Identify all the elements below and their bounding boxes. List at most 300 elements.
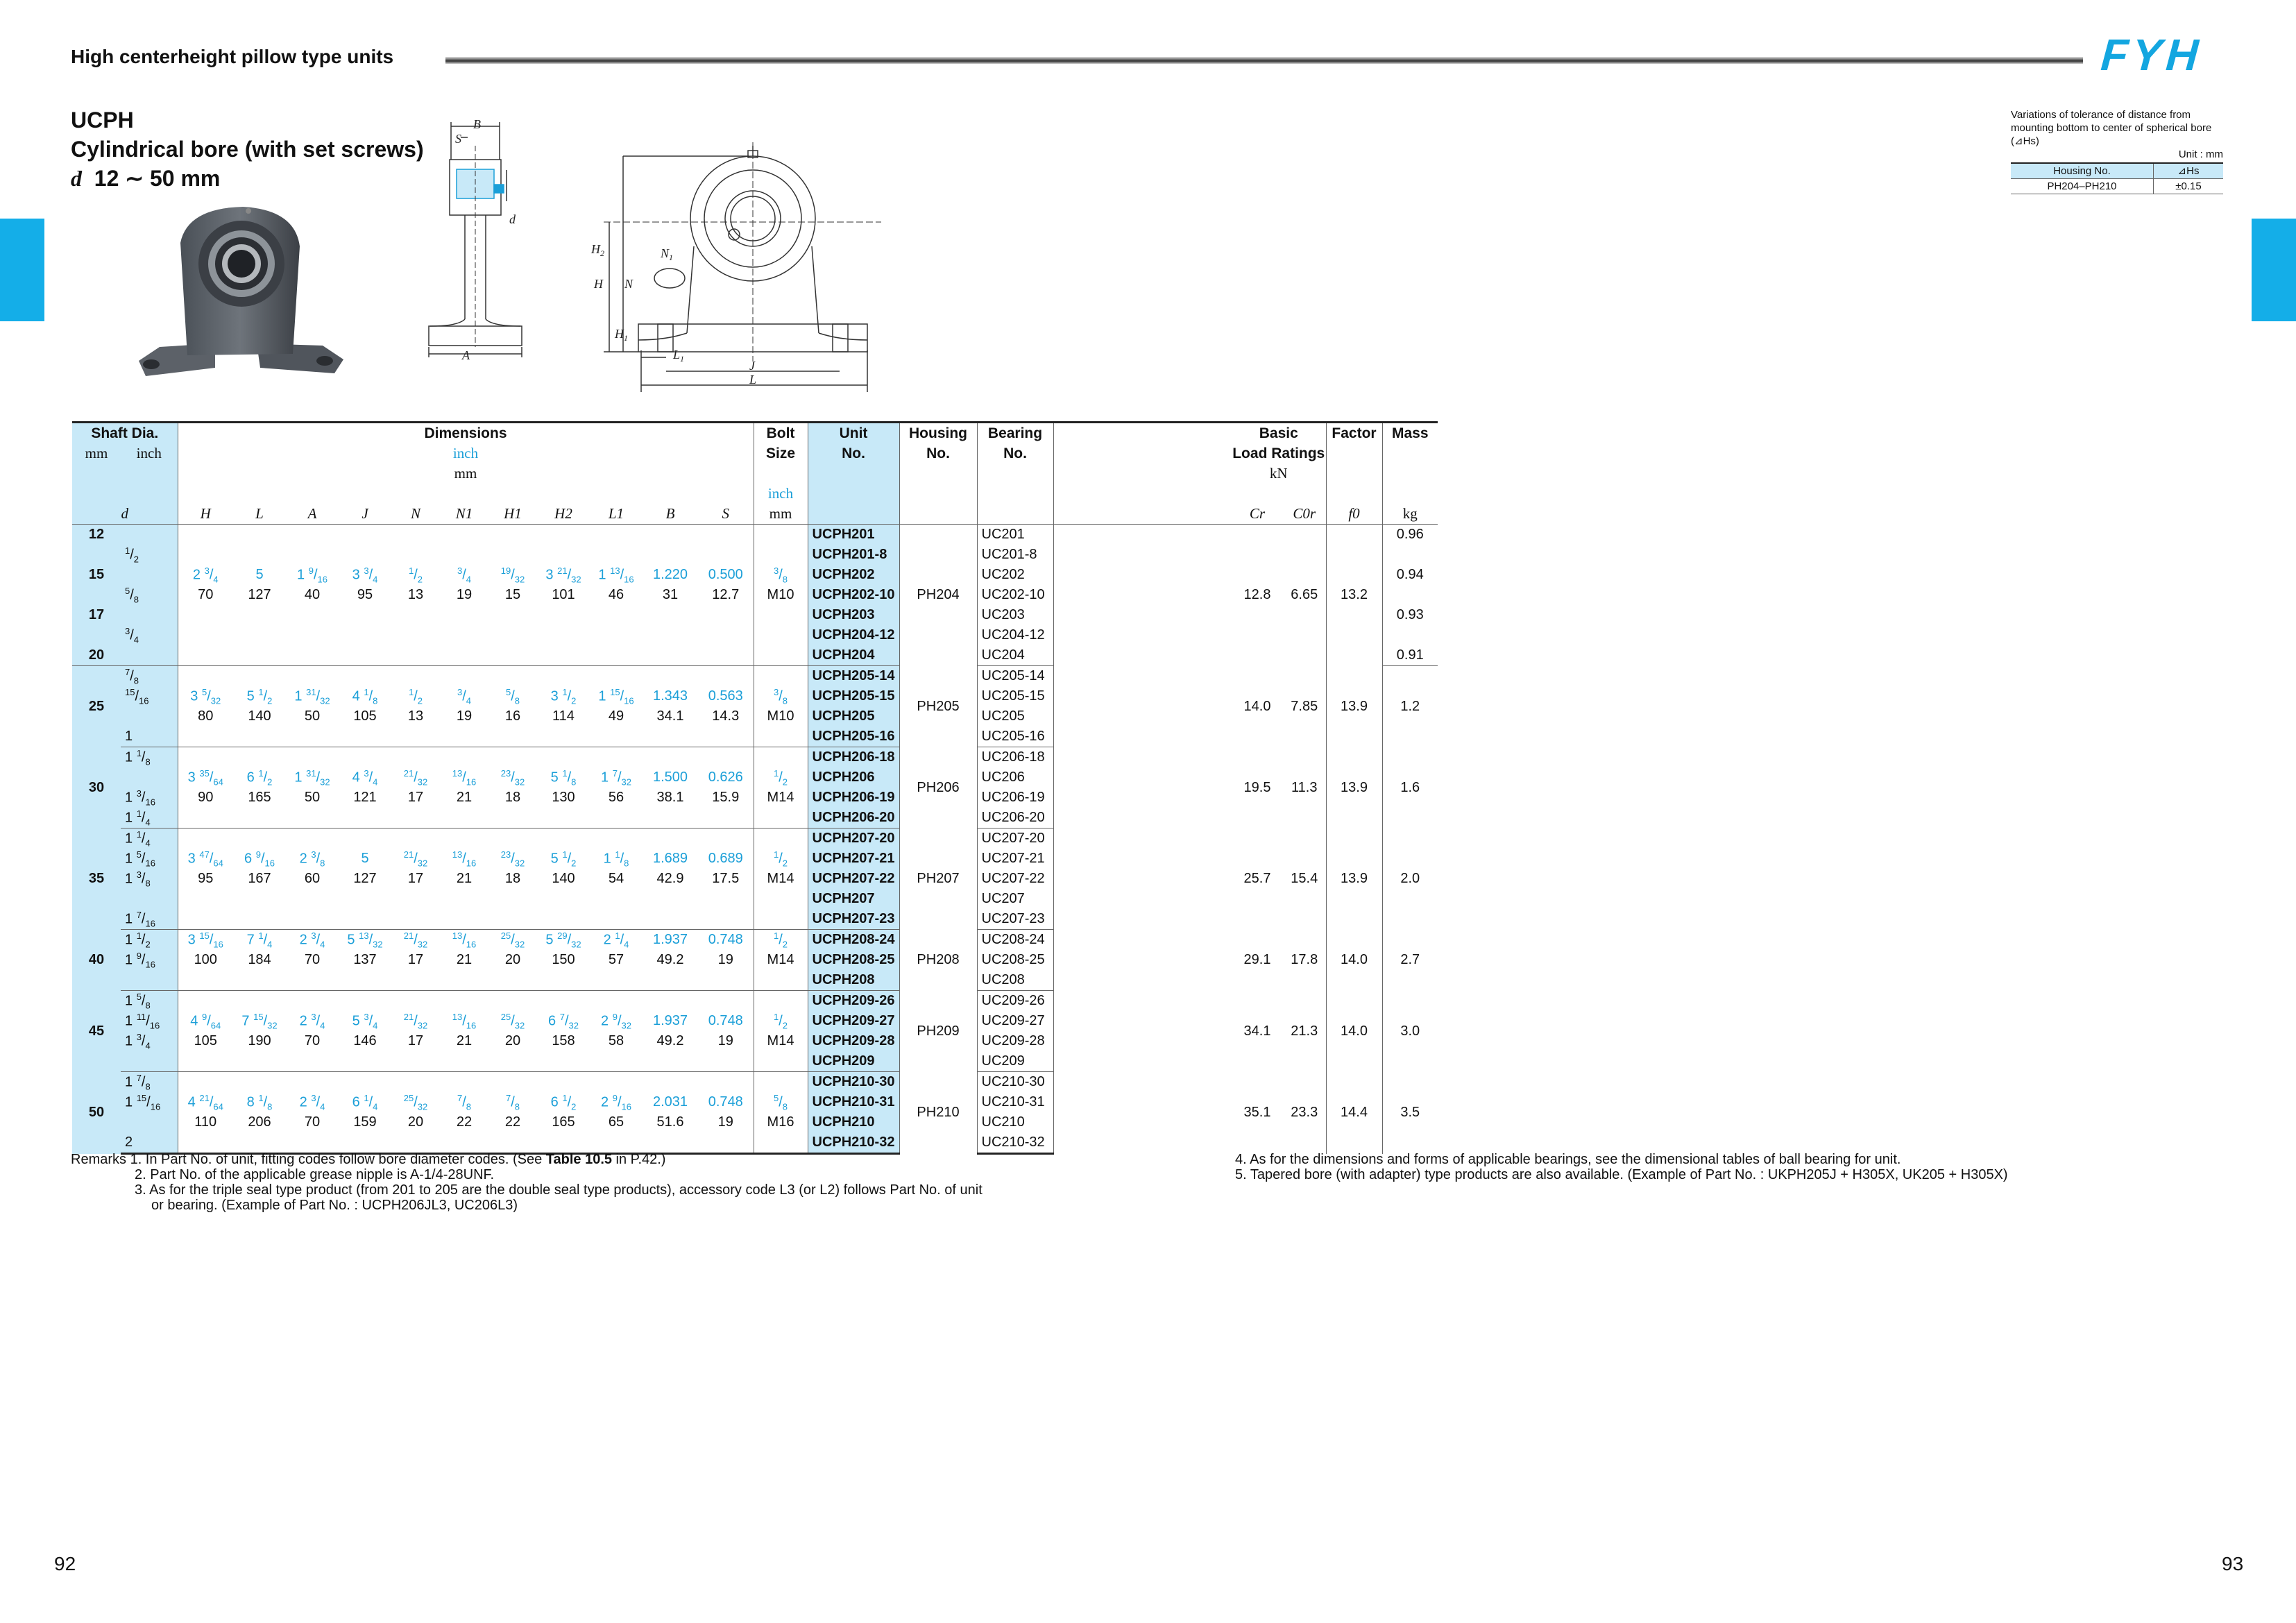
factor-f0: 13.9 xyxy=(1326,829,1382,930)
dim-N-mm: 17 xyxy=(407,790,424,805)
dim-empty xyxy=(286,970,339,991)
dim-L1-inch: 1 $^1/_8$ xyxy=(603,849,629,869)
unit-no: UCPH208 xyxy=(808,970,899,991)
factor-f0: 13.9 xyxy=(1326,747,1382,829)
dim-empty xyxy=(178,645,233,666)
bearing-no: UC205-14 xyxy=(977,666,1053,687)
bolt-mm: M10 xyxy=(754,706,808,726)
dim-empty xyxy=(339,666,391,687)
dim-empty xyxy=(233,726,286,747)
dim-empty xyxy=(391,808,440,829)
page-header-title: High centerheight pillow type units xyxy=(71,46,394,67)
dim-empty xyxy=(698,970,754,991)
dim-empty xyxy=(643,525,698,545)
spacer-cell xyxy=(1053,747,1232,829)
dim-H2-mm: 150 xyxy=(552,952,575,967)
shaft-inch: 1 $^1/_4$ xyxy=(121,829,178,849)
dim-empty xyxy=(488,645,537,666)
dim-empty xyxy=(286,666,339,687)
dim-H1-inch: $^{25}/_{32}$ xyxy=(500,1011,525,1031)
shaft-inch xyxy=(121,889,178,909)
dim-empty xyxy=(233,747,286,768)
dim-S-inch: 0.748 xyxy=(708,1094,743,1110)
dim-S-inch: 0.748 xyxy=(708,932,743,947)
table-row xyxy=(72,930,1492,951)
dim-H2-inch: 3 $^{21}/_{32}$ xyxy=(545,565,581,585)
bearing-no: UC206-20 xyxy=(977,808,1053,829)
dim-empty xyxy=(643,1132,698,1154)
shaft-inch xyxy=(121,605,178,625)
unit-no: UCPH205-15 xyxy=(808,686,899,706)
dim-empty xyxy=(339,991,391,1012)
dim-empty xyxy=(286,808,339,829)
dim-empty xyxy=(537,909,590,930)
remark-5: 5. Tapered bore (with adapter) type products are also available. (Example of Part No. : UKPH205J + H305X, UK205 + H305X) xyxy=(1235,1167,2008,1182)
dim-empty xyxy=(233,666,286,687)
dim-B-mm: 49.2 xyxy=(656,952,684,967)
dim-empty xyxy=(698,1051,754,1072)
dim-empty xyxy=(590,645,643,666)
load-cr: 12.8 xyxy=(1243,587,1271,603)
dim-L-mm: 190 xyxy=(248,1033,271,1048)
left-edge-tab xyxy=(0,219,44,321)
unit-no: UCPH202-10 xyxy=(808,585,899,605)
dim-J-mm: 159 xyxy=(353,1114,377,1130)
dim-empty xyxy=(698,1072,754,1093)
dim-empty xyxy=(339,525,391,545)
dim-H1-mm: 18 xyxy=(504,790,521,805)
shaft-mm: 45 xyxy=(72,991,121,1072)
product-code: UCPH xyxy=(71,108,134,133)
dim-L-mm: 184 xyxy=(248,952,271,967)
tolerance-header-housing: Housing No. xyxy=(2011,163,2154,179)
bolt-empty xyxy=(754,1072,808,1093)
dim-label-A: A xyxy=(462,348,470,362)
mass-kg: 1.6 xyxy=(1382,747,1438,829)
bearing-no: UC207-20 xyxy=(977,829,1053,849)
dim-empty xyxy=(286,747,339,768)
dim-empty xyxy=(537,645,590,666)
dim-A-inch: 2 $^3/_8$ xyxy=(299,849,325,869)
dim-H-inch: 3 $^5/_{32}$ xyxy=(178,686,233,706)
dim-empty xyxy=(391,991,440,1012)
dim-empty xyxy=(339,1051,391,1072)
dim-empty xyxy=(286,1132,339,1154)
dim-H-mm: 95 xyxy=(178,869,233,889)
tolerance-note xyxy=(2011,108,2223,194)
dim-empty xyxy=(590,726,643,747)
shaft-inch xyxy=(121,706,178,726)
dim-H2-mm: 140 xyxy=(552,871,575,886)
dim-empty xyxy=(391,1132,440,1154)
col-bolt-size: Size xyxy=(754,443,808,464)
spacer-cell xyxy=(1053,991,1232,1072)
dim-N1-inch: $^7/_8$ xyxy=(457,1092,472,1112)
mass-kg xyxy=(1382,545,1438,565)
tolerance-header-dhs: ⊿Hs xyxy=(2154,163,2224,179)
dim-H2-mm: 114 xyxy=(552,708,575,724)
dim-empty xyxy=(178,625,233,645)
dim-empty xyxy=(178,991,233,1012)
dim-empty xyxy=(233,1132,286,1154)
dim-A-inch: 1 $^{31}/_{32}$ xyxy=(294,686,330,706)
dim-empty xyxy=(698,726,754,747)
dim-empty xyxy=(440,645,488,666)
col-unit: Unit xyxy=(808,423,899,444)
load-c0r: 17.8 xyxy=(1291,952,1318,967)
col-J: J xyxy=(339,504,391,525)
mass-kg xyxy=(1382,585,1438,605)
dim-N1-mm: 22 xyxy=(456,1114,473,1130)
dim-L-inch: 5 $^1/_2$ xyxy=(246,686,273,706)
shaft-mm: 15 xyxy=(72,565,121,585)
dim-A-inch: 2 $^3/_4$ xyxy=(299,930,325,950)
dim-empty xyxy=(391,666,440,687)
dim-empty xyxy=(440,666,488,687)
dim-L1-mm: 57 xyxy=(608,952,624,967)
table-row xyxy=(72,1072,1492,1093)
shaft-inch: 1 $^7/_{16}$ xyxy=(121,909,178,930)
factor-f0: 14.0 xyxy=(1326,991,1382,1072)
dim-empty xyxy=(698,625,754,645)
dim-L1-inch: 2 $^9/_{32}$ xyxy=(601,1011,631,1031)
shaft-inch: $^{15}/_{16}$ xyxy=(121,686,178,706)
mass-kg: 3.5 xyxy=(1382,1072,1438,1154)
factor-f0: 13.9 xyxy=(1326,666,1382,747)
bearing-no: UC204-12 xyxy=(977,625,1053,645)
bearing-no: UC206 xyxy=(977,767,1053,788)
dim-empty xyxy=(178,1051,233,1072)
dim-empty xyxy=(178,726,233,747)
dim-N-inch: $^{21}/_{32}$ xyxy=(403,1011,428,1031)
dim-S-inch: 0.748 xyxy=(708,1013,743,1028)
dim-J-mm: 146 xyxy=(353,1033,377,1048)
dim-N1-inch: $^{13}/_{16}$ xyxy=(452,1011,477,1031)
col-B: B xyxy=(643,504,698,525)
dim-H2-mm: 130 xyxy=(552,790,575,805)
col-bolt: Bolt xyxy=(754,423,808,444)
remark-3-cont: or bearing. (Example of Part No. : UCPH206JL3, UC206L3) xyxy=(151,1198,518,1213)
dim-empty xyxy=(537,525,590,545)
dim-empty xyxy=(698,666,754,687)
dim-S-mm: 15.9 xyxy=(712,790,740,805)
shaft-mm: 40 xyxy=(72,930,121,991)
shaft-inch xyxy=(121,565,178,585)
dim-empty xyxy=(440,625,488,645)
housing-group xyxy=(72,666,1492,747)
dim-label-S: S xyxy=(455,132,461,146)
dim-empty xyxy=(488,625,537,645)
dim-N1-inch: $^{13}/_{16}$ xyxy=(452,930,477,950)
shaft-inch: 1 $^9/_{16}$ xyxy=(121,950,178,970)
shaft-inch: 1 $^3/_4$ xyxy=(121,1031,178,1051)
dim-empty xyxy=(590,625,643,645)
shaft-mm: 20 xyxy=(72,645,121,666)
unit-no: UCPH206-18 xyxy=(808,747,899,768)
col-dim-inch: inch xyxy=(178,443,754,464)
col-bearing-no: No. xyxy=(977,443,1053,464)
shaft-mm: 50 xyxy=(72,1072,121,1154)
dim-label-L: L xyxy=(749,373,757,386)
dim-empty xyxy=(440,525,488,545)
dim-N-mm: 17 xyxy=(407,1033,424,1048)
dim-A-inch: 2 $^3/_4$ xyxy=(299,1011,325,1031)
dim-B-mm: 49.2 xyxy=(656,1033,684,1048)
bore-symbol: d xyxy=(71,166,82,191)
dim-empty xyxy=(537,666,590,687)
shaft-inch: 1 $^7/_8$ xyxy=(121,1072,178,1093)
dim-J-inch: 5 xyxy=(361,851,369,866)
dim-H-inch: 2 $^3/_4$ xyxy=(178,565,233,585)
dim-empty xyxy=(339,909,391,930)
dim-empty xyxy=(233,525,286,545)
dim-empty xyxy=(698,829,754,849)
col-load-ratings: Load Ratings xyxy=(1232,445,1325,461)
dim-N1-mm: 21 xyxy=(456,952,473,967)
dim-N1-mm: 21 xyxy=(456,790,473,805)
dim-empty xyxy=(391,625,440,645)
spacer-cell xyxy=(1053,829,1232,930)
dim-N-inch: $^{21}/_{32}$ xyxy=(403,930,428,950)
unit-no: UCPH210 xyxy=(808,1112,899,1132)
dim-empty xyxy=(233,829,286,849)
side-view-drawing xyxy=(416,118,534,378)
dim-empty xyxy=(286,605,339,625)
bolt-empty xyxy=(754,808,808,829)
col-bolt-mm: mm xyxy=(754,504,808,525)
dim-H1-mm: 15 xyxy=(504,587,521,602)
load-c0r: 21.3 xyxy=(1291,1023,1318,1039)
shaft-inch xyxy=(121,767,178,788)
bolt-empty xyxy=(754,525,808,545)
dim-empty xyxy=(590,1132,643,1154)
housing-group xyxy=(72,991,1492,1072)
shaft-inch: $^1/_2$ xyxy=(121,545,178,565)
dim-L-mm: 127 xyxy=(248,587,271,602)
dim-L1-mm: 46 xyxy=(608,587,624,602)
shaft-mm: 30 xyxy=(72,747,121,829)
dim-N-inch: $^1/_2$ xyxy=(408,565,423,585)
dim-J-inch: 5 $^3/_4$ xyxy=(352,1011,378,1031)
dim-H-mm: 100 xyxy=(178,950,233,970)
dim-L1-inch: 2 $^1/_4$ xyxy=(603,930,629,950)
dim-empty xyxy=(590,1072,643,1093)
dim-H1-mm: 16 xyxy=(504,708,521,724)
load-cr: 14.0 xyxy=(1243,698,1271,714)
mass-kg: 2.0 xyxy=(1382,829,1438,930)
dim-empty xyxy=(286,889,339,909)
dim-empty xyxy=(643,1072,698,1093)
bolt-empty xyxy=(754,829,808,849)
dim-label-J: J xyxy=(749,359,755,373)
dim-N1-mm: 19 xyxy=(456,587,473,602)
remarks-right xyxy=(1235,1152,2206,1182)
bearing-no: UC205 xyxy=(977,706,1053,726)
dim-empty xyxy=(440,970,488,991)
dim-label-N1: $N_1$ xyxy=(661,246,674,262)
dim-empty xyxy=(537,829,590,849)
dim-N1-mm: 19 xyxy=(456,708,473,724)
dim-H2-inch: 5 $^{29}/_{32}$ xyxy=(545,930,581,950)
housing-no: PH207 xyxy=(899,829,977,930)
dim-empty xyxy=(233,889,286,909)
dim-N-inch: $^1/_2$ xyxy=(408,686,423,706)
load-cr: 19.5 xyxy=(1243,779,1271,795)
dim-empty xyxy=(440,909,488,930)
unit-no: UCPH206-20 xyxy=(808,808,899,829)
col-H: H xyxy=(178,504,233,525)
load-c0r: 11.3 xyxy=(1291,779,1318,795)
dim-empty xyxy=(391,1072,440,1093)
unit-no: UCPH205 xyxy=(808,706,899,726)
dim-S-mm: 19 xyxy=(717,952,733,967)
shaft-inch: 1 $^5/_{16}$ xyxy=(121,849,178,869)
dim-empty xyxy=(488,747,537,768)
dim-N1-inch: $^3/_4$ xyxy=(457,565,472,585)
dim-empty xyxy=(339,625,391,645)
dim-N-mm: 13 xyxy=(407,587,424,602)
unit-no: UCPH207-21 xyxy=(808,849,899,869)
dim-empty xyxy=(488,889,537,909)
dim-empty xyxy=(286,1051,339,1072)
bearing-no: UC206-18 xyxy=(977,747,1053,768)
dim-N-mm: 17 xyxy=(407,871,424,886)
dim-empty xyxy=(488,909,537,930)
dim-empty xyxy=(339,747,391,768)
dim-L-inch: 7 $^{15}/_{32}$ xyxy=(241,1011,278,1031)
shaft-inch: 1 $^3/_{16}$ xyxy=(121,788,178,808)
dim-S-mm: 17.5 xyxy=(712,871,740,886)
dim-empty xyxy=(178,889,233,909)
dim-L1-inch: 2 $^9/_{16}$ xyxy=(601,1092,631,1112)
dim-empty xyxy=(698,909,754,930)
dim-L-mm: 206 xyxy=(248,1114,271,1130)
dim-label-L1: $L_1$ xyxy=(673,348,685,364)
bearing-no: UC210-30 xyxy=(977,1072,1053,1093)
dim-L-mm: 167 xyxy=(248,871,271,886)
bolt-inch: $^1/_2$ xyxy=(754,767,808,788)
dim-B-mm: 38.1 xyxy=(656,790,684,805)
dim-empty xyxy=(233,991,286,1012)
col-mass: Mass xyxy=(1382,423,1438,444)
bearing-no: UC207-22 xyxy=(977,869,1053,889)
dim-empty xyxy=(178,909,233,930)
dim-empty xyxy=(286,545,339,565)
mass-kg: 0.93 xyxy=(1382,605,1438,625)
dim-J-mm: 121 xyxy=(353,790,377,805)
page-number-left: 92 xyxy=(54,1553,76,1574)
unit-no: UCPH207-22 xyxy=(808,869,899,889)
dim-empty xyxy=(178,545,233,565)
dim-N1-mm: 21 xyxy=(456,871,473,886)
dim-H1-inch: $^{25}/_{32}$ xyxy=(500,930,525,950)
dim-L-inch: 6 $^1/_2$ xyxy=(246,767,273,788)
bolt-empty xyxy=(754,625,808,645)
dim-empty xyxy=(643,909,698,930)
shaft-inch: 2 xyxy=(121,1132,178,1154)
dim-empty xyxy=(488,991,537,1012)
mass-kg: 2.7 xyxy=(1382,930,1438,991)
unit-no: UCPH206 xyxy=(808,767,899,788)
dim-H-mm: 110 xyxy=(178,1112,233,1132)
dim-N1-inch: $^{13}/_{16}$ xyxy=(452,849,477,869)
dim-A-mm: 50 xyxy=(304,708,321,724)
dim-empty xyxy=(537,1072,590,1093)
remark-3: 3. As for the triple seal type product (from 201 to 205 are the double seal type products), accessory code L3 (or L2) follows Part No. of unit xyxy=(135,1182,983,1198)
mass-kg: 3.0 xyxy=(1382,991,1438,1072)
dim-empty xyxy=(233,909,286,930)
table-row xyxy=(72,991,1492,1012)
dim-empty xyxy=(488,525,537,545)
bolt-inch: $^1/_2$ xyxy=(754,849,808,869)
mass-kg: 0.94 xyxy=(1382,565,1438,585)
dim-L1-mm: 56 xyxy=(608,790,624,805)
dim-empty xyxy=(339,1072,391,1093)
dim-J-mm: 105 xyxy=(353,708,377,724)
dim-B-mm: 51.6 xyxy=(656,1114,684,1130)
shaft-inch: 1 $^3/_8$ xyxy=(121,869,178,889)
dim-L-mm: 140 xyxy=(248,708,271,724)
bore-range xyxy=(71,164,424,193)
dim-empty xyxy=(698,1132,754,1154)
housing-no: PH205 xyxy=(899,666,977,747)
mass-kg xyxy=(1382,625,1438,645)
tolerance-housing-range: PH204–PH210 xyxy=(2011,179,2154,194)
dim-H-mm: 105 xyxy=(178,1031,233,1051)
dim-S-mm: 14.3 xyxy=(712,708,740,724)
table-row xyxy=(72,666,1492,687)
dim-empty xyxy=(643,666,698,687)
dim-J-inch: 6 $^1/_4$ xyxy=(352,1092,378,1112)
dim-empty xyxy=(339,645,391,666)
dim-empty xyxy=(391,525,440,545)
unit-no: UCPH201-8 xyxy=(808,545,899,565)
col-bearing: Bearing xyxy=(977,423,1053,444)
bolt-empty xyxy=(754,1051,808,1072)
dim-empty xyxy=(286,1072,339,1093)
dim-empty xyxy=(440,1132,488,1154)
unit-no: UCPH206-19 xyxy=(808,788,899,808)
housing-group xyxy=(72,930,1492,991)
dim-empty xyxy=(440,889,488,909)
remark-4: 4. As for the dimensions and forms of applicable bearings, see the dimensional tables of ball bearing for unit. xyxy=(1235,1152,1901,1167)
shaft-inch: 1 $^1/_4$ xyxy=(121,808,178,829)
dim-H2-mm: 165 xyxy=(552,1114,575,1130)
dim-empty xyxy=(391,747,440,768)
dim-label-H: H xyxy=(594,277,603,291)
dim-empty xyxy=(643,808,698,829)
dim-empty xyxy=(590,808,643,829)
shaft-mm: 12 xyxy=(72,525,121,545)
dim-label-d: d xyxy=(509,212,516,226)
dim-label-H2: $H_2$ xyxy=(591,242,604,258)
dim-N-mm: 20 xyxy=(407,1114,424,1130)
col-H1: H1 xyxy=(488,504,537,525)
dim-B-mm: 34.1 xyxy=(656,708,684,724)
dim-empty xyxy=(643,829,698,849)
load-cr: 25.7 xyxy=(1243,871,1271,886)
mass-kg: 0.96 xyxy=(1382,525,1438,545)
dim-empty xyxy=(698,645,754,666)
dim-A-inch: 1 $^{31}/_{32}$ xyxy=(294,767,330,788)
dim-empty xyxy=(488,808,537,829)
dim-empty xyxy=(440,1072,488,1093)
dim-L-inch: 7 $^1/_4$ xyxy=(246,930,273,950)
load-c0r: 6.65 xyxy=(1291,587,1318,603)
dim-A-mm: 60 xyxy=(304,871,321,886)
table-row xyxy=(72,829,1492,849)
dim-empty xyxy=(339,970,391,991)
